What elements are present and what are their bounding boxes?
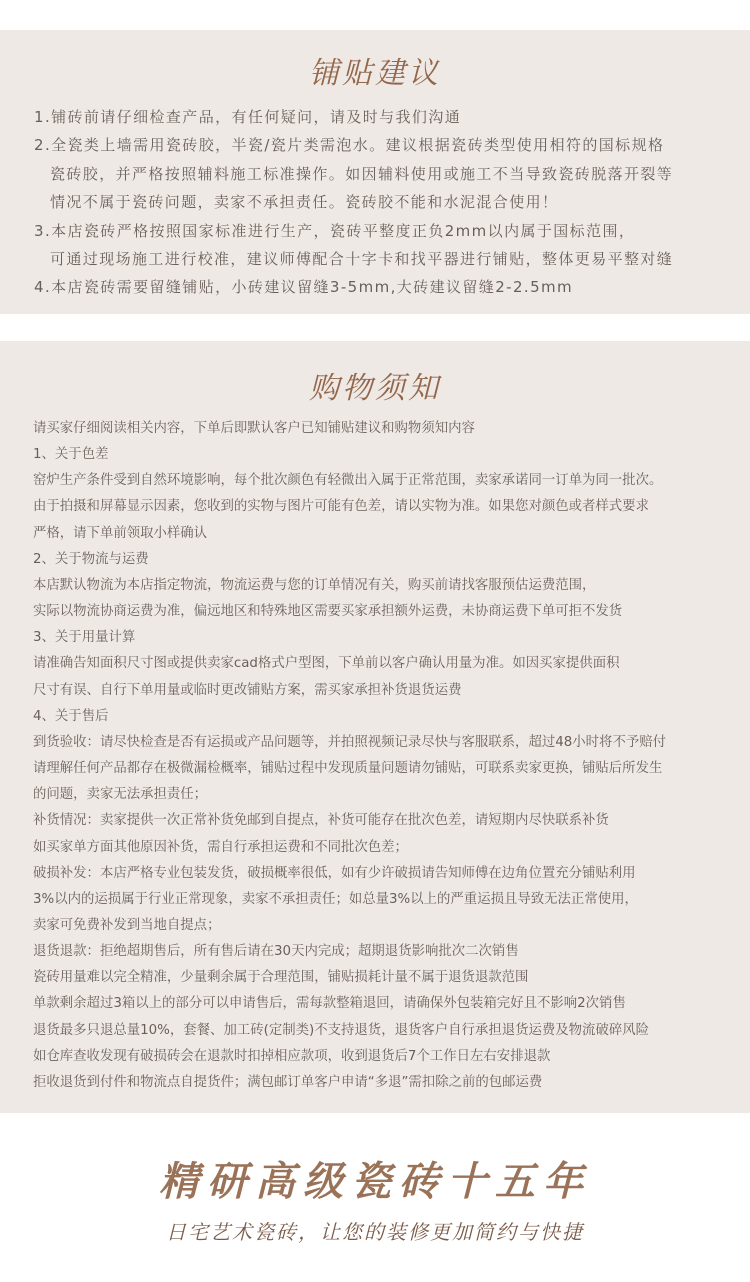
- notice-heading: 3、关于用量计算: [33, 630, 136, 646]
- notice-line: 破损补发：本店严格专业包装发货，破损概率很低，如有少许破损请告知师傅在边角位置充分铺贴利用: [33, 865, 636, 881]
- install-advice-line: 情况不属于瓷砖问题，卖家不承担责任。瓷砖胶不能和水泥混合使用！: [50, 193, 559, 212]
- install-advice-list: [34, 103, 734, 302]
- install-advice-line: 1.铺砖前请仔细检查产品，有任何疑问，请及时与我们沟通: [34, 108, 462, 126]
- shopping-notice-panel: [0, 341, 750, 1113]
- install-advice-line: 瓷砖胶，并严格按照辅料施工标准操作。如因辅料使用或施工不当导致瓷砖脱落开裂等: [50, 164, 674, 183]
- shopping-notice-title: 购物须知: [309, 371, 441, 406]
- notice-line: 补货情况：卖家提供一次正常补货免邮到自提点，补货可能存在批次色差，请短期内尽快联系补货: [33, 813, 609, 829]
- notice-line: 由于拍摄和屏幕显示因素，您收到的实物与图片可能有色差，请以实物为准。如果您对颜色或者样式要求: [33, 499, 649, 515]
- notice-line: 拒收退货到付件和物流点自提货件；满包邮订单客户申请“多退”需扣除之前的包邮运费: [33, 1074, 543, 1090]
- notice-line: 实际以物流协商运费为准，偏远地区和特殊地区需要买家承担额外运费，未协商运费下单可拒不发货: [33, 604, 623, 620]
- notice-line: 窑炉生产条件受到自然环境影响，每个批次颜色有轻微出入属于正常范围，卖家承诺同一订单为同一批次。: [33, 473, 663, 489]
- brand-sub-slogan: 日宅艺术瓷砖，让您的装修更加简约与快捷: [166, 1220, 584, 1244]
- notice-line: 退货退款：拒绝超期售后，所有售后请在30天内完成；超期退货影响批次二次销售: [33, 944, 519, 960]
- install-advice-panel: [0, 30, 750, 314]
- notice-heading: 1、关于色差: [33, 447, 109, 463]
- install-advice-line: 3.本店瓷砖严格按照国家标准进行生产，瓷砖平整度正负2mm以内属于国标范围，: [34, 221, 636, 240]
- notice-line: 卖家可免费补发到当地自提点；: [33, 917, 221, 933]
- brand-slogan: 精研高级瓷砖十五年: [159, 1159, 591, 1205]
- notice-line: 3%以内的运损属于行业正常现象，卖家不承担责任；如总量3%以上的严重运损且导致无法正常使用，: [33, 891, 638, 907]
- shopping-notice-list: [33, 416, 743, 1096]
- install-advice-title: 铺贴建议: [309, 56, 441, 91]
- notice-line: 请准确告知面积尺寸图或提供卖家cad格式户型图，下单前以客户确认用量为准。如因买家提供面积: [33, 656, 620, 672]
- notice-line: 请理解任何产品都存在极微漏检概率，铺贴过程中发现质量问题请勿铺贴，可联系卖家更换，铺贴后所发生: [33, 761, 663, 777]
- notice-line: 尺寸有误、自行下单用量或临时更改铺贴方案，需买家承担补货退货运费: [33, 682, 462, 698]
- install-advice-line: 4.本店瓷砖需要留缝铺贴，小砖建议留缝3-5mm,大砖建议留缝2-2.5mm: [34, 278, 574, 297]
- install-advice-line: 可通过现场施工进行校准，建议师傅配合十字卡和找平器进行铺贴，整体更易平整对缝: [50, 250, 674, 269]
- notice-line: 本店默认物流为本店指定物流，物流运费与您的订单情况有关，购买前请找客服预估运费范围，: [33, 577, 596, 593]
- notice-line: 单款剩余超过3箱以上的部分可以申请售后，需每款整箱退回，请确保外包装箱完好且不影响2次销售: [33, 996, 626, 1012]
- notice-line: 到货验收：请尽快检查是否有运损或产品问题等，并拍照视频记录尽快与客服联系，超过48小时将不予赔付: [33, 734, 667, 750]
- install-advice-line: 2.全瓷类上墙需用瓷砖胶，半瓷/瓷片类需泡水。建议根据瓷砖类型使用相符的国标规格: [34, 136, 665, 155]
- notice-line: 严格，请下单前领取小样确认: [33, 525, 208, 541]
- notice-line: 退货最多只退总量10%，套餐、加工砖(定制类)不支持退货，退货客户自行承担退货运费及物流破碎风险: [33, 1022, 650, 1038]
- notice-line: 如仓库查收发现有破损砖会在退款时扣掉相应款项，收到退货后7个工作日左右安排退款: [33, 1048, 551, 1064]
- notice-line: 请买家仔细阅读相关内容，下单后即默认客户已知铺贴建议和购物须知内容: [33, 421, 475, 436]
- notice-heading: 4、关于售后: [33, 708, 109, 724]
- notice-line: 的问题，卖家无法承担责任；: [33, 787, 208, 803]
- notice-line: 瓷砖用量难以完全精准，少量剩余属于合理范围，铺贴损耗计量不属于退货退款范围: [33, 970, 529, 986]
- notice-heading: 2、关于物流与运费: [33, 551, 149, 567]
- notice-line: 如买家单方面其他原因补货，需自行承担运费和不同批次色差；: [33, 839, 408, 855]
